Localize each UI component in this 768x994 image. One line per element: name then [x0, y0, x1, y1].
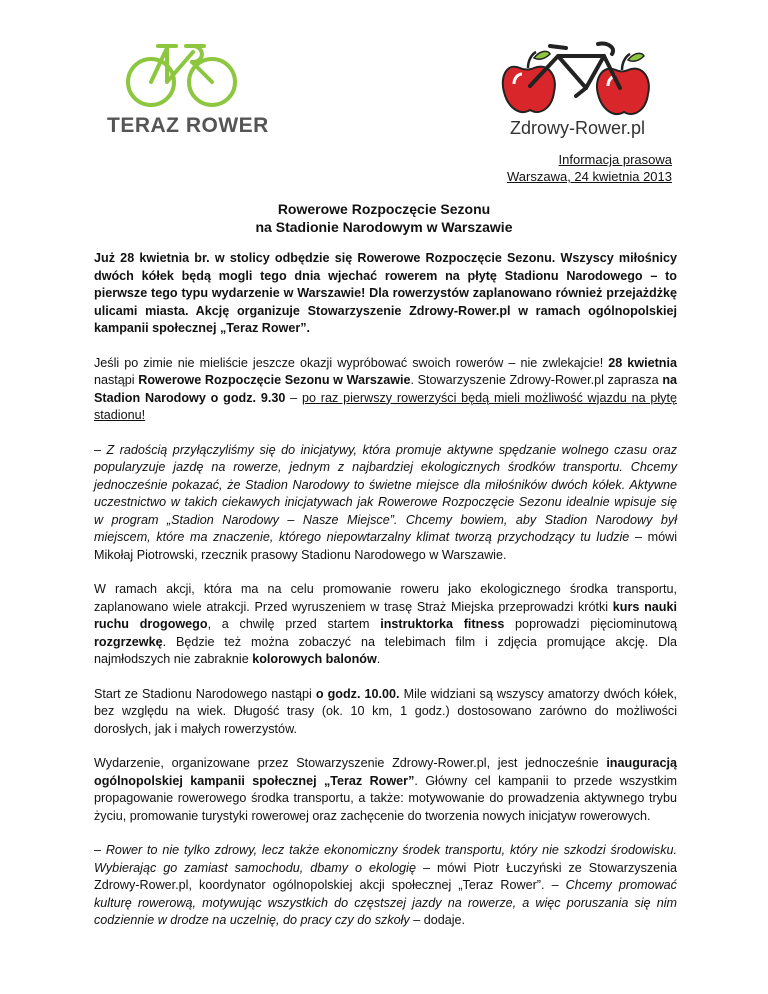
paragraph-7-quote: – Rower to nie tylko zdrowy, lecz także ekonomiczny środek transportu, który nie szkodzi środowisku. Wybierając go zamiast samochodu, dbamy o ekologię – mówi Piotr Łuczyński ze Stowarzyszenia Zdrowy-Rower.pl, koordynator ogólnopolskiej akcji społecznej „Teraz Rower”. – Chcemy promować kulturę rowerową, motywując wszystkich do częstszej jazdy na rowerze, a więc poruszania się nim codziennie w drodze na uczelnię, do pracy czy do szkoły – dodaje. [94, 843, 677, 927]
article-body [94, 250, 677, 947]
paragraph-2: Jeśli po zimie nie mieliście jeszcze okazji wypróbować swoich rowerów – nie zwlekajcie! 28 kwietnia nastąpi Rowerowe Rozpoczęcie Sezonu w Warszawie. Stowarzyszenie Zdrowy-Rower.pl zaprasza na Stadion Narodowy o godz. 9.30 – po raz pierwszy rowerzyści będą mieli możliwość wjazdu na płytę stadionu! [94, 355, 678, 422]
underlined-note: po raz pierwszy rowerzyści będą mieli możliwość wjazdu na płytę stadionu! [94, 390, 677, 422]
zdrowy-rower-logo [500, 36, 660, 140]
press-date: Warszawa, 24 kwietnia 2013 [507, 169, 672, 184]
paragraph-3-quote: – Z radością przyłączyliśmy się do inicjatywy, która promuje aktywne spędzanie wolnego czasu oraz popularyzuje jazdę na rowerze, jednym z najbardziej ekologicznych środków transportu. Chcemy jednocześnie pokazać, że Stadion Narodowy to świetne miejsce dla miłośników dwóch kółek. Aktywne uczestnictwo w takich ciekawych inicjatywach jak Rowerowe Rozpoczęcie Sezonu idealnie wpisuje się w program „Stadion Narodowy – Nasze Miejsce”. Chcemy bowiem, aby Stadion Narodowy był miejscem, które ma znaczenie, którego niepowtarzalny klimat tworzą przychodzący tu ludzie – mówi Mikołaj Piotrowski, rzecznik prasowy Stadionu Narodowego w Warszawie. [94, 442, 678, 562]
paragraph-6: Wydarzenie, organizowane przez Stowarzyszenie Zdrowy-Rower.pl, jest jednocześnie inauguracją ogólnopolskiej kampanii społecznej „Teraz Rower”. Główny cel kampanii to przede wszystkim propagowanie rowerowego środka transportu, a także: motywowanie do prowadzenia aktywnego trybu życiu, promowanie turystyki rowerowej oraz zachęcenie do tworzenia nowych inicjatyw rowerowych. [94, 756, 677, 823]
green-bicycle-icon [100, 38, 260, 116]
paragraph-5: Start ze Stadionu Narodowego nastąpi o godz. 10.00. Mile widziani są wszyscy amatorzy dwóch kółek, bez względu na wiek. Długość trasy (ok. 10 km, 1 godz.) dostosowano zarówno do możliwości dorosłych, jak i małych rowerzystów. [94, 686, 677, 736]
title-line-1: Rowerowe Rozpoczęcie Sezonu [277, 201, 491, 217]
teraz-rower-logo-text: TERAZ ROWER [107, 114, 269, 137]
press-info [507, 151, 672, 185]
bicycle-apples-icon [500, 36, 660, 120]
press-info-label: Informacja prasowa [558, 152, 672, 167]
page-title [0, 201, 768, 236]
paragraph-4: W ramach akcji, która ma na celu promowanie roweru jako ekologicznego środka transportu, zaplanowano wiele atrakcji. Przed wyruszeniem w trasę Straż Miejska przeprowadzi krótki kurs nauki ruchu drogowego, a chwilę przed startem instruktorka fitness poprowadzi pięciominutową rozgrzewkę. Będzie też można zobaczyć na telebimach film i zdjęcia promujące akcję. Dla najmłodszych nie zabraknie kolorowych balonów. [94, 582, 677, 666]
lead-paragraph: Już 28 kwietnia br. w stolicy odbędzie się Rowerowe Rozpoczęcie Sezonu. Wszyscy miłośnicy dwóch kółek będą mogli tego dnia wjechać rowerem na płytę Stadionu Narodowego – to pierwsze tego typu wydarzenie w Warszawie! Dla rowerzystów zaplanowano również przejażdżkę ulicami miasta. Akcję organizuje Stowarzyszenie Zdrowy-Rower.pl w ramach ogólnopolskiej kampanii społecznej „Teraz Rower”. [94, 251, 677, 335]
title-line-2: na Stadionie Narodowym w Warszawie [255, 218, 513, 235]
teraz-rower-logo [100, 38, 269, 138]
zdrowy-rower-logo-text: Zdrowy-Rower.pl [510, 118, 646, 138]
